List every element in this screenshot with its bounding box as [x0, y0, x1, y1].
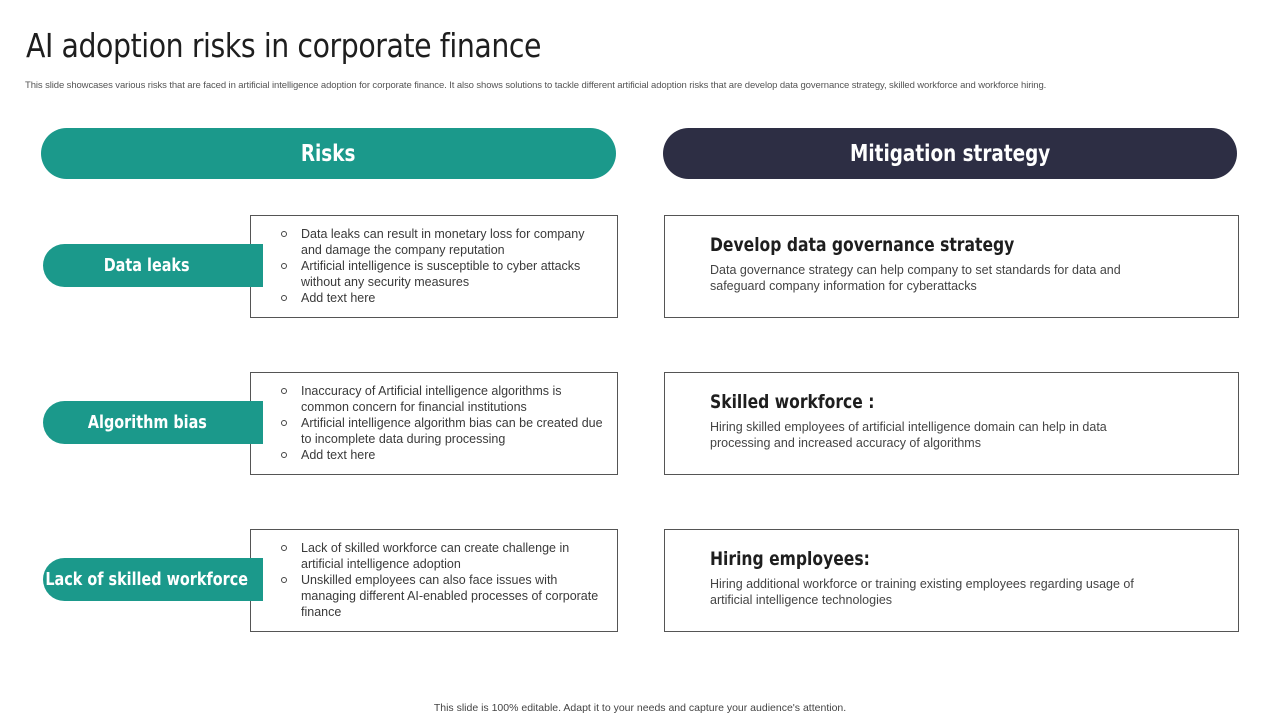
strategy-text: Hiring skilled employees of artificial intelligence domain can help in data processing and increased accuracy of algorithms	[710, 420, 1107, 450]
risk-row	[0, 372, 1280, 475]
risk-label: Algorithm bias	[87, 412, 207, 433]
risk-point-text: Lack of skilled workforce can create challenge in artificial intelligence adoption	[301, 541, 570, 571]
page-title: AI adoption risks in corporate finance	[26, 26, 542, 65]
risks-header-label: Risks	[301, 140, 356, 167]
hollow-circle-bullet-icon	[281, 231, 287, 237]
hollow-circle-bullet-icon	[281, 577, 287, 583]
risk-label-pill	[43, 244, 263, 287]
risk-label-pill	[43, 401, 263, 444]
hollow-circle-bullet-icon	[281, 388, 287, 394]
risk-details-box	[250, 215, 618, 318]
risk-row	[0, 529, 1280, 632]
risk-details-box	[250, 529, 618, 632]
mitigation-header-label: Mitigation strategy	[849, 140, 1051, 167]
hollow-circle-bullet-icon	[281, 263, 287, 269]
footer-note: This slide is 100% editable. Adapt it to your needs and capture your audience's attention.	[433, 702, 847, 714]
risks-header	[41, 128, 616, 179]
risk-point-text: Unskilled employees can also face issues with managing different AI-enabled processes of corporate finance	[301, 573, 599, 619]
strategy-title: Develop data governance strategy	[710, 234, 1015, 256]
risk-point-text: Add text here	[301, 291, 376, 305]
risk-point	[281, 447, 605, 463]
risk-point	[281, 290, 605, 306]
risk-label-pill	[43, 558, 263, 601]
risk-points-list	[281, 540, 605, 620]
risk-point	[281, 383, 605, 415]
risk-point	[281, 415, 605, 447]
risk-point	[281, 572, 605, 620]
risk-row	[0, 215, 1280, 318]
risk-point-text: Data leaks can result in monetary loss for company and damage the company reputation	[301, 227, 585, 257]
strategy-box	[664, 372, 1239, 475]
risk-point	[281, 540, 605, 572]
risk-points-list	[281, 226, 605, 306]
risk-point	[281, 226, 605, 258]
page-subtitle: This slide showcases various risks that are faced in artificial intelligence adoption for corporate finance. It also shows solutions to tackle different artificial adoption risks that are develop data governance strategy, skilled workforce and workforce hiring.	[25, 80, 1047, 91]
risk-point-text: Add text here	[301, 448, 376, 462]
hollow-circle-bullet-icon	[281, 295, 287, 301]
risk-details-box	[250, 372, 618, 475]
risk-point-text: Inaccuracy of Artificial intelligence algorithms is common concern for financial institutions	[301, 384, 562, 414]
strategy-title: Hiring employees:	[710, 548, 870, 570]
strategy-box	[664, 215, 1239, 318]
risk-points-list	[281, 383, 605, 463]
strategy-text: Data governance strategy can help company to set standards for data and safeguard company information for cyberattacks	[710, 263, 1121, 293]
risk-point-text: Artificial intelligence algorithm bias can be created due to incomplete data during processing	[301, 416, 603, 446]
risk-label: Lack of skilled workforce	[45, 569, 249, 590]
mitigation-header	[663, 128, 1237, 179]
risk-point	[281, 258, 605, 290]
hollow-circle-bullet-icon	[281, 452, 287, 458]
strategy-text: Hiring additional workforce or training existing employees regarding usage of artificial intelligence technologies	[710, 577, 1134, 607]
risk-label: Data leaks	[104, 255, 190, 276]
hollow-circle-bullet-icon	[281, 545, 287, 551]
risk-point-text: Artificial intelligence is susceptible to cyber attacks without any security measures	[301, 259, 581, 289]
strategy-title: Skilled workforce :	[710, 391, 875, 413]
hollow-circle-bullet-icon	[281, 420, 287, 426]
strategy-box	[664, 529, 1239, 632]
